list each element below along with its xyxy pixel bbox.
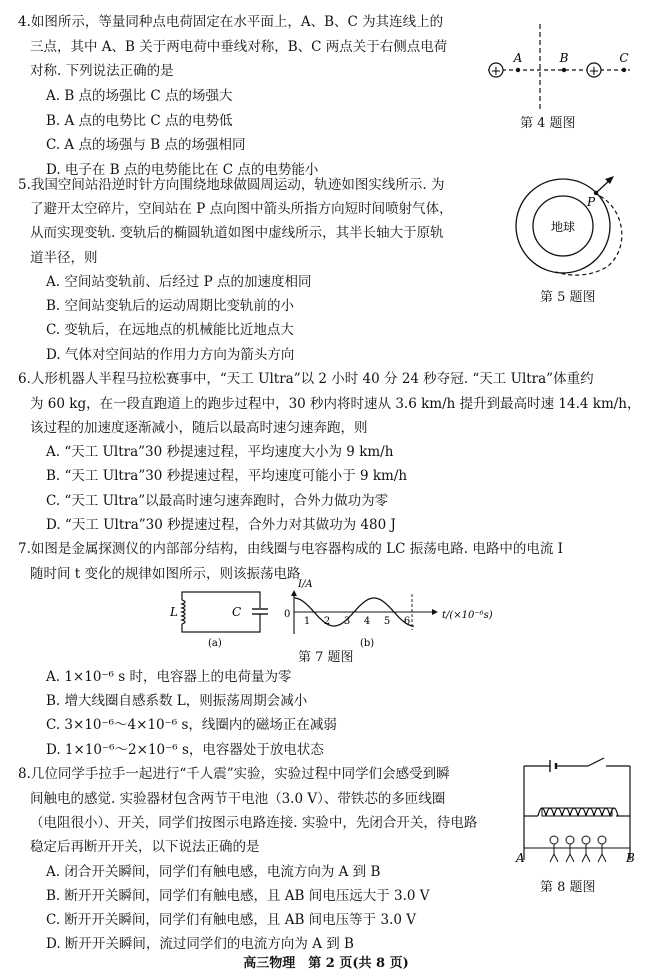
q7-tick-3: 3 [343, 616, 351, 627]
q5-option-c: C. 变轨后，在远地点的机械能比近地点大 [46, 322, 294, 338]
q7-tick-0: 0 [284, 609, 291, 620]
q8-students-icon [524, 836, 630, 862]
q4-option-a: A. B 点的场强比 C 点的场强大 [46, 88, 233, 104]
q4-line-1: 4.如图所示，等量同种点电荷固定在水平面上，A、B、C 为其连线上的 [18, 14, 444, 30]
q5-earth-label: 地球 [550, 220, 576, 234]
q8-line-2: 间触电的感觉. 实验器材包含两节干电池（3.0 V）、带铁芯的多匝线圈 [30, 791, 446, 807]
q4-charge-right: + [588, 64, 600, 79]
q6-option-a: A. “天工 Ultra”30 秒提速过程，平均速度大小为 9 km/h [46, 444, 394, 460]
q5-line-3: 从而实现变轨. 变轨后的椭圆轨道如图中虚线所示，其半长轴大于原轨 [30, 225, 444, 241]
q8-caption: 第 8 题图 [540, 880, 596, 895]
q4-charge-left: + [490, 64, 502, 79]
q6-option-c: C. “天工 Ultra”以最高时速匀速奔跑时，合外力做功为零 [46, 493, 389, 509]
q8-label-b: B [626, 851, 635, 865]
q5-option-a: A. 空间站变轨前、后经过 P 点的加速度相同 [46, 274, 312, 290]
q4-option-d: D. 电子在 B 点的电势能比在 C 点的电势能小 [46, 162, 319, 178]
q4-label-a: A [513, 51, 523, 65]
q5-line-2: 了避开太空碎片，空间站在 P 点向图中箭头所指方向短时间喷射气体， [30, 201, 453, 217]
q7-option-d: D. 1×10⁻⁶～2×10⁻⁶ s，电容器处于放电状态 [46, 742, 324, 758]
q8-option-a: A. 闭合开关瞬间，同学们有触电感，电流方向为 A 到 B [46, 864, 381, 880]
q8-option-d: D. 断开开关瞬间，流过同学们的电流方向为 A 到 B [46, 936, 354, 952]
q6-line-3: 该过程的加速度逐渐减小，随后以最高时速匀速奔跑，则 [30, 420, 368, 436]
q8-line-4: 稳定后再断开开关，以下说法正确的是 [30, 839, 260, 855]
q4-option-b: B. A 点的电势比 C 点的电势低 [46, 113, 233, 129]
q7-label-b: (b) [360, 638, 375, 649]
q4-label-c: C [619, 51, 629, 65]
q7-cap-label: C [232, 605, 242, 619]
q6-option-d: D. “天工 Ultra”30 秒提速过程，合外力对其做功为 480 J [46, 517, 396, 533]
q5-figure [508, 170, 644, 282]
q4-line-3: 对称. 下列说法正确的是 [30, 63, 174, 79]
q7-line-1: 7.如图是金属探测仪的内部部分结构，由线圈与电容器构成的 LC 振荡电路. 电路中的电流 I [18, 541, 563, 557]
q4-option-c: C. A 点的场强与 B 点的场强相同 [46, 137, 246, 153]
q7-tick-5: 5 [383, 616, 391, 627]
q4-label-b: B [559, 51, 569, 65]
q7-option-c: C. 3×10⁻⁶～4×10⁻⁶ s，线圈内的磁场正在减弱 [46, 717, 337, 733]
q7-coil-label: L [170, 605, 178, 619]
q5-option-b: B. 空间站变轨后的运动周期比变轨前的小 [46, 298, 295, 314]
q7-y-axis: I/A [298, 579, 313, 590]
q7-tick-4: 4 [363, 616, 371, 627]
q5-point-label: P [587, 195, 596, 209]
q8-label-a: A [516, 851, 525, 865]
q4-line-2: 三点，其中 A、B 关于两电荷中垂线对称，B、C 两点关于右侧点电荷 [30, 39, 448, 55]
q7-tick-2: 2 [323, 616, 331, 627]
q8-line-1: 8.几位同学手拉手一起进行“千人震”实验，实验过程中同学们会感受到瞬 [18, 766, 450, 782]
q7-figure [160, 579, 520, 649]
q5-line-1: 5.我国空间站沿逆时针方向围绕地球做圆周运动，轨迹如图实线所示. 为 [18, 177, 445, 193]
q7-line-2: 随时间 t 变化的规律如图所示，则该振荡电路 [30, 566, 301, 582]
q8-option-c: C. 断开开关瞬间，同学们有触电感，且 AB 间电压等于 3.0 V [46, 912, 416, 928]
q6-line-2: 为 60 kg，在一段直跑道上的跑步过程中，30 秒内将时速从 3.6 km/h 提升到最高时速 14.4 km/h， [30, 396, 641, 412]
q7-option-a: A. 1×10⁻⁶ s 时，电容器上的电荷量为零 [46, 669, 292, 685]
q7-tick-1: 1 [303, 616, 311, 627]
q8-option-b: B. 断开开关瞬间，同学们有触电感，且 AB 间电压远大于 3.0 V [46, 888, 430, 904]
q5-caption: 第 5 题图 [540, 290, 596, 305]
q6-option-b: B. “天工 Ultra”30 秒提速过程，平均速度可能小于 9 km/h [46, 468, 408, 484]
q8-figure [516, 758, 640, 870]
q7-label-a: (a) [208, 638, 222, 649]
page-footer: 高三物理 第 2 页(共 8 页) [243, 956, 409, 971]
q7-x-axis: t/(×10⁻⁶s) [442, 610, 493, 621]
q4-caption: 第 4 题图 [520, 116, 576, 131]
q7-tick-6: 6 [403, 616, 411, 627]
q7-caption: 第 7 题图 [298, 650, 354, 665]
q5-line-4: 道半径，则 [30, 250, 98, 266]
q5-option-d: D. 气体对空间站的作用力方向为箭头方向 [46, 347, 295, 363]
q6-line-1: 6.人形机器人半程马拉松赛事中，“天工 Ultra”以 2 小时 40 分 24 秒夺冠. “天工 Ultra”体重约 [18, 371, 594, 387]
q8-line-3: （电阻很小）、开关，同学们按图示电路连接. 实验中，先闭合开关，待电路 [30, 815, 478, 831]
q7-option-b: B. 增大线圈自感系数 L，则振荡周期会减小 [46, 693, 308, 709]
